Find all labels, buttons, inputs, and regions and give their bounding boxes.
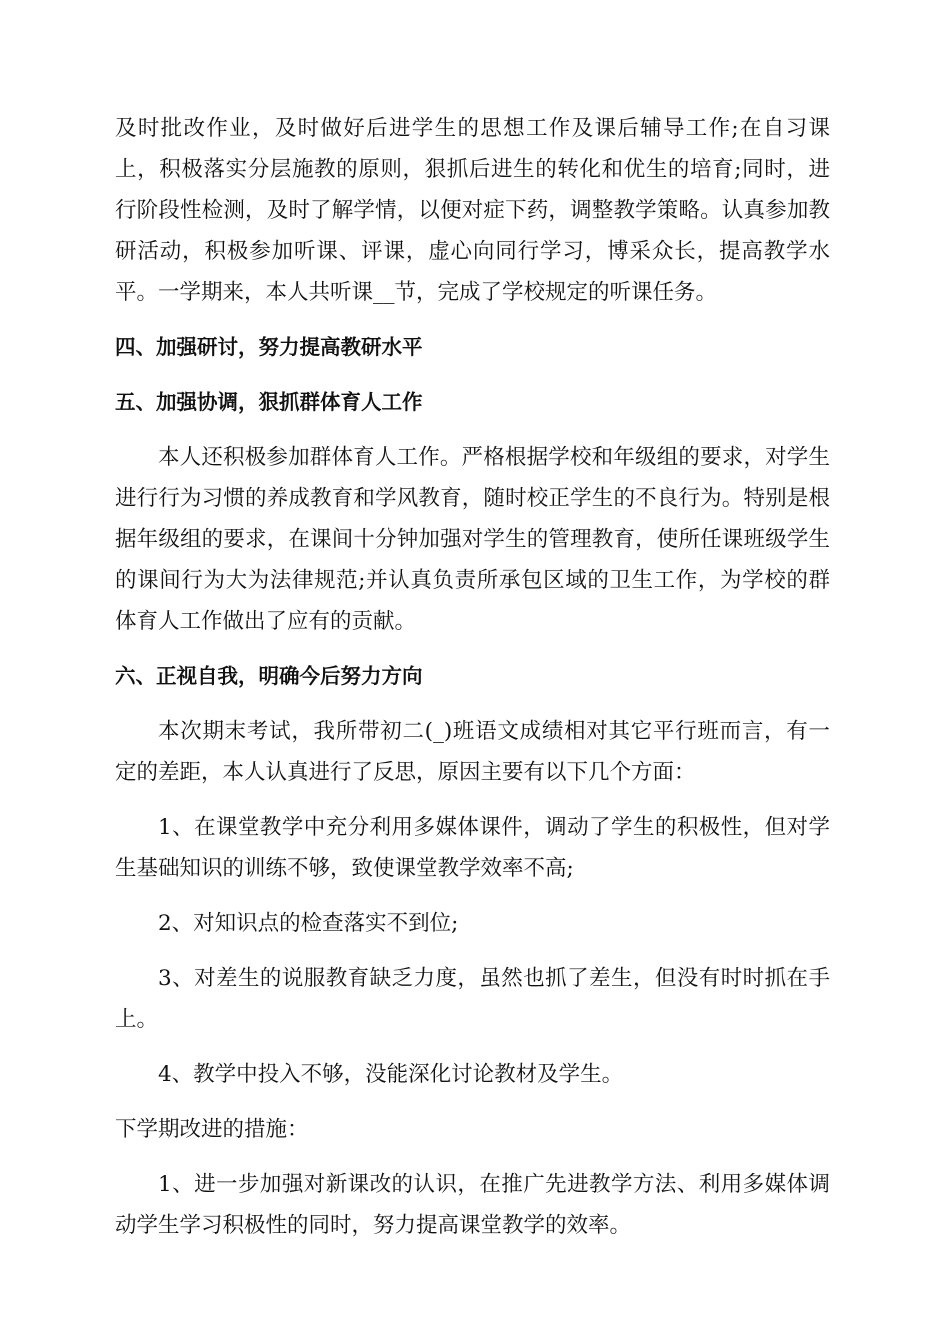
section-heading-6: 六、正视自我，明确今后努力方向 <box>115 664 423 688</box>
document-body <box>115 108 830 1260</box>
list-item-reason-2: 2、对知识点的检查落实不到位; <box>158 911 459 936</box>
list-item-reason-4: 4、教学中投入不够，没能深化讨论教材及学生。 <box>158 1062 624 1087</box>
next-term-label: 下学期改进的措施： <box>115 1117 309 1142</box>
section-heading-5: 五、加强协调，狠抓群体育人工作 <box>115 390 423 414</box>
list-item-reason-3: 3、对差生的说服教育缺乏力度，虽然也抓了差生，但没有时时抓在手上。 <box>115 966 830 1032</box>
paragraph-teaching-practice: 及时批改作业，及时做好后进学生的思想工作及课后辅导工作;在自习课上，积极落实分层施教的原则，狠抓后进生的转化和优生的培育;同时，进行阶段性检测，及时了解学情，以便对症下药，调整教学策略。认真参加教研活动，积极参加听课、评课，虚心向同行学习，博采众长，提高教学水平。一学期来，本人共听课__节，完成了学校规定的听课任务。 <box>115 116 830 305</box>
paragraph-exam-reflection: 本次期末考试，我所带初二(_)班语文成绩相对其它平行班而言，有一定的差距，本人认真进行了反思，原因主要有以下几个方面： <box>115 719 830 785</box>
list-item-measure-1: 1、进一步加强对新课改的认识，在推广先进教学方法、利用多媒体调动学生学习积极性的同时，努力提高课堂教学的效率。 <box>115 1172 830 1238</box>
paragraph-group-education: 本人还积极参加群体育人工作。严格根据学校和年级组的要求，对学生进行行为习惯的养成教育和学风教育，随时校正学生的不良行为。特别是根据年级组的要求，在课间十分钟加强对学生的管理教育，使所任课班级学生的课间行为大为法律规范;并认真负责所承包区域的卫生工作，为学校的群体育人工作做出了应有的贡献。 <box>115 445 830 634</box>
list-item-reason-1: 1、在课堂教学中充分利用多媒体课件，调动了学生的积极性，但对学生基础知识的训练不够，致使课堂教学效率不高; <box>115 815 830 881</box>
section-heading-4: 四、加强研讨，努力提高教研水平 <box>115 335 423 359</box>
